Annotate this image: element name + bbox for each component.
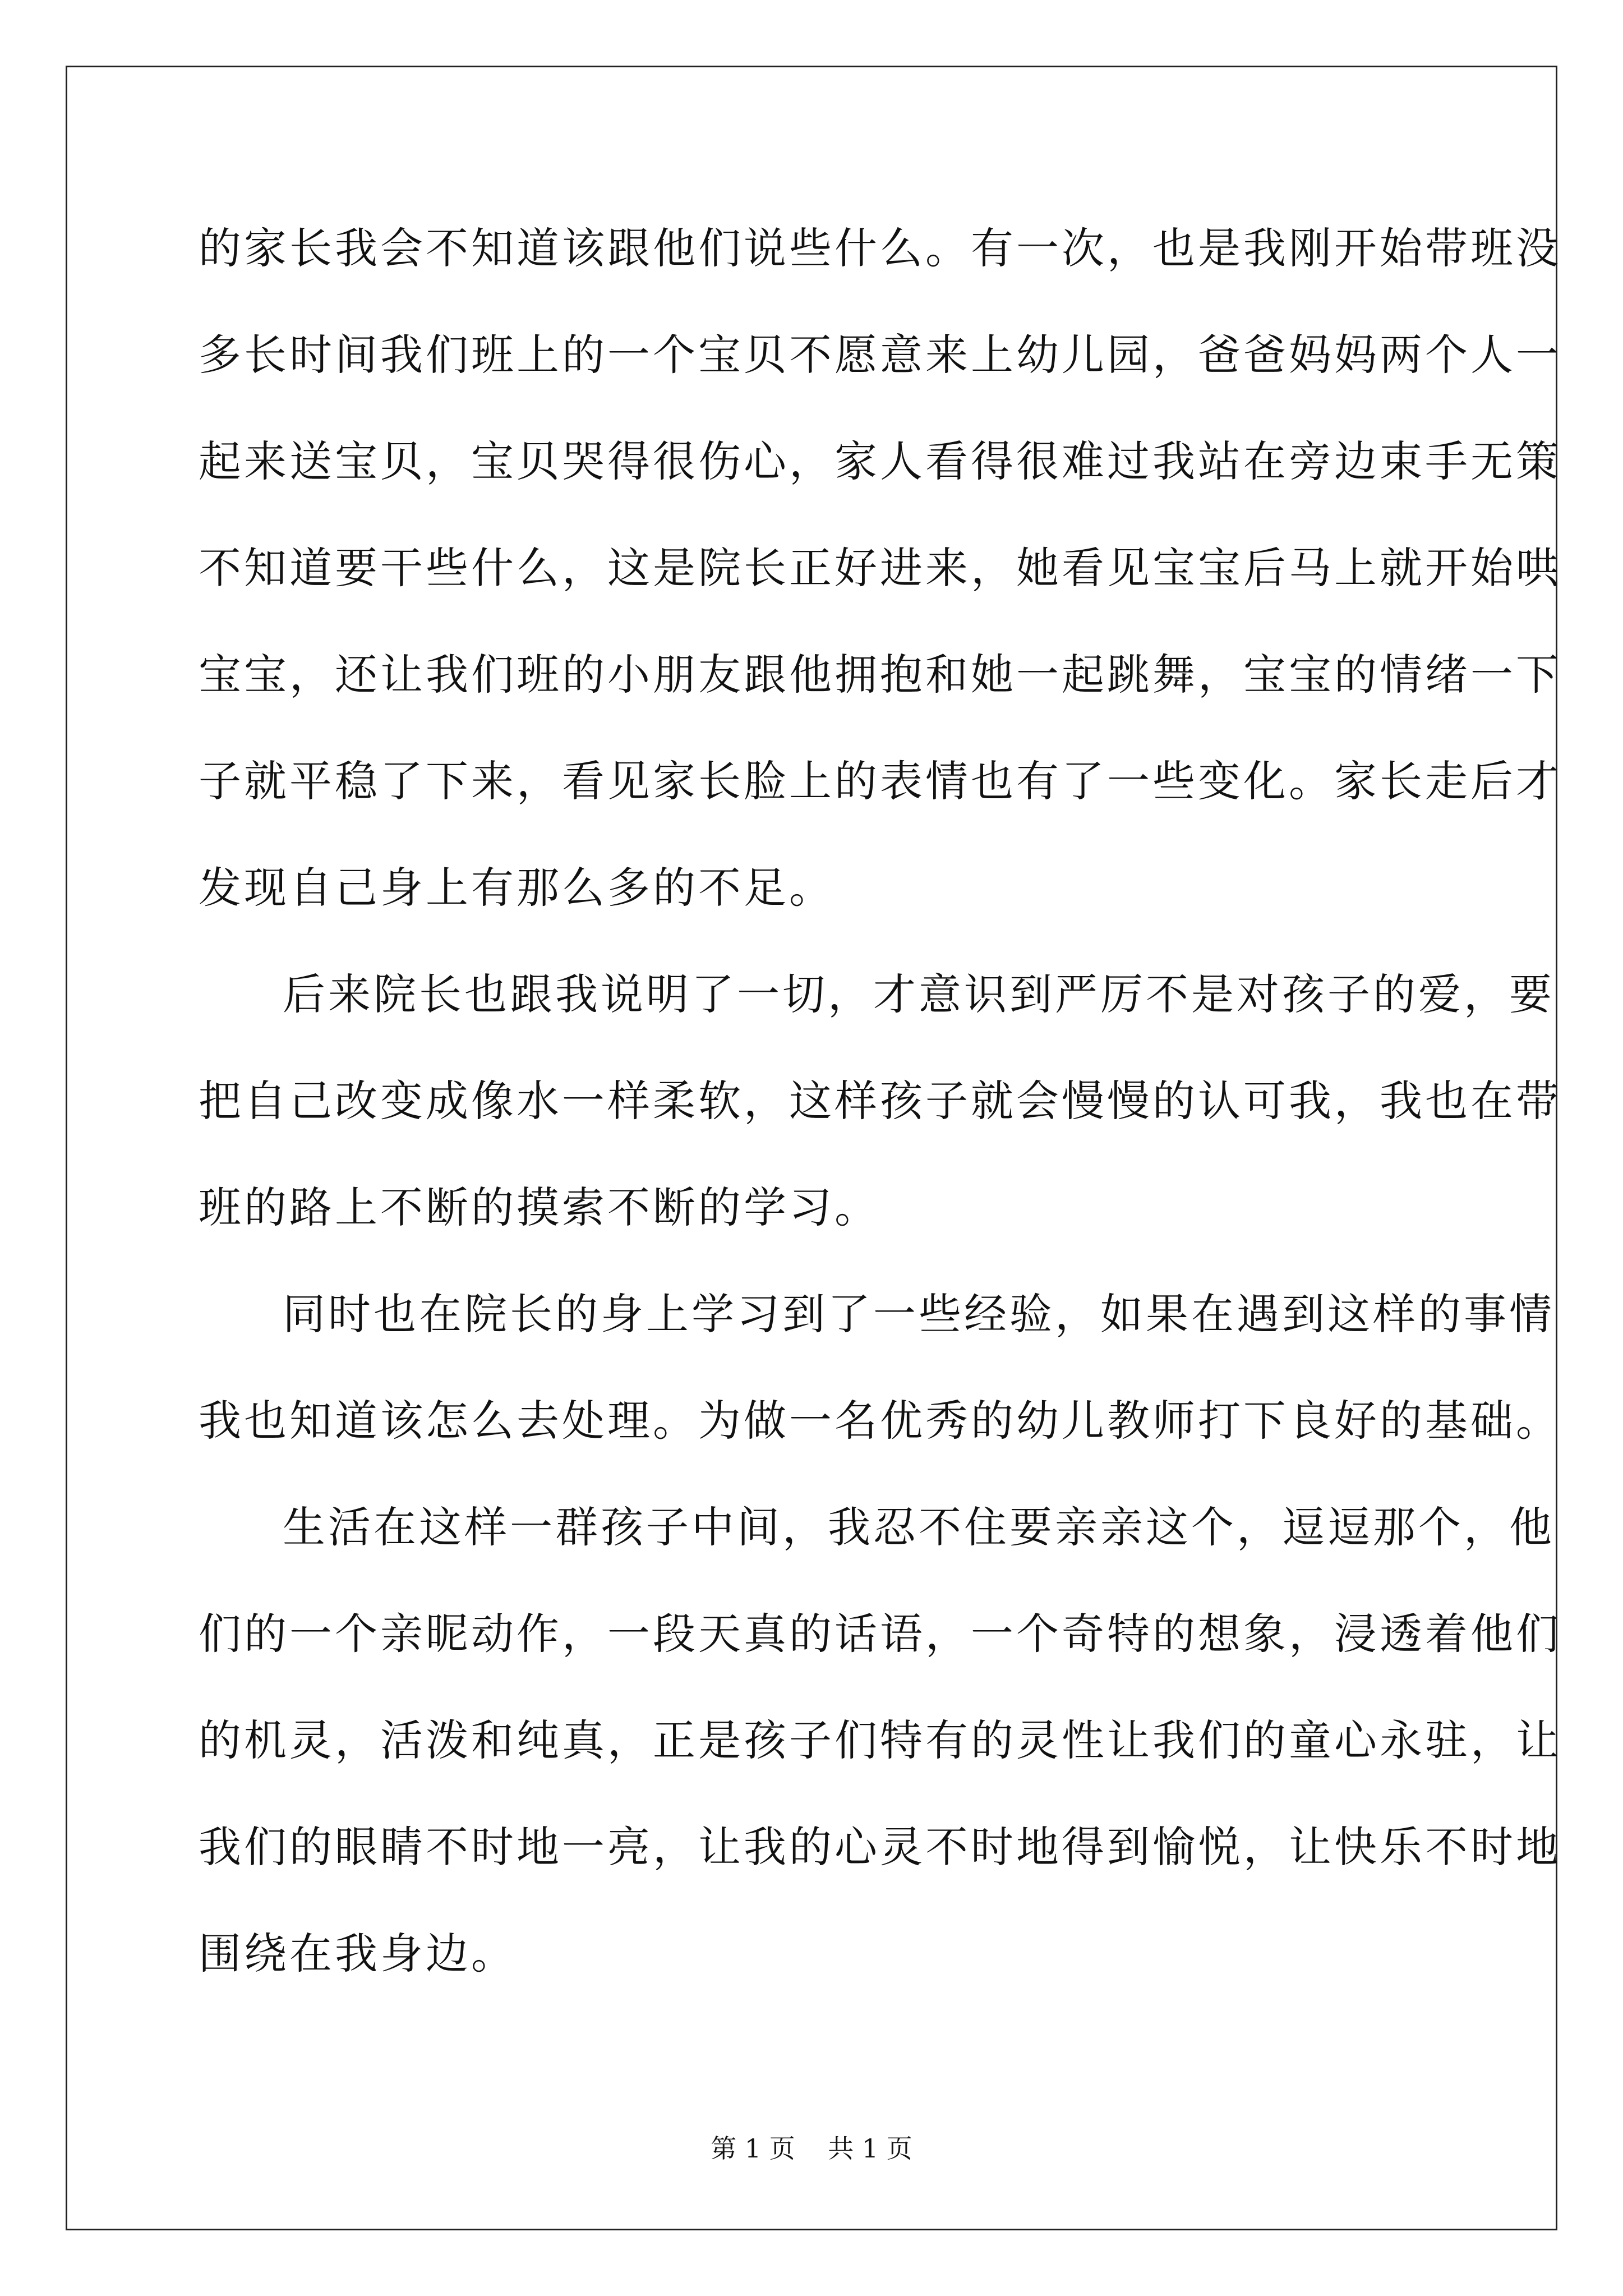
text-line: 多长时间我们班上的一个宝贝不愿意来上幼儿园，爸爸妈妈两个人一 — [199, 330, 1561, 380]
text-line: 把自己改变成像水一样柔软，这样孩子就会慢慢的认可我，我也在带 — [199, 1076, 1561, 1126]
text-line: 班的路上不断的摸索不断的学习。 — [199, 1182, 880, 1232]
page-number-footer: 第 1 页 共 1 页 — [711, 2133, 912, 2164]
text-line: 子就平稳了下来，看见家长脸上的表情也有了一些变化。家长走后才 — [199, 756, 1561, 806]
text-line: 围绕在我身边。 — [199, 1929, 517, 1978]
text-line: 我们的眼睛不时地一亮，让我的心灵不时地得到愉悦，让快乐不时地 — [199, 1822, 1561, 1872]
text-line: 发现自己身上有那么多的不足。 — [199, 863, 834, 913]
text-line: 的机灵，活泼和纯真，正是孩子们特有的灵性让我们的童心永驻，让 — [199, 1715, 1561, 1765]
paragraph-first-line: 后来院长也跟我说明了一切，才意识到严厉不是对孩子的爱，要 — [283, 969, 1555, 1019]
text-line: 起来送宝贝，宝贝哭得很伤心，家人看得很难过我站在旁边束手无策 — [199, 436, 1561, 486]
text-line: 宝宝，还让我们班的小朋友跟他拥抱和她一起跳舞，宝宝的情绪一下 — [199, 650, 1561, 700]
text-line: 我也知道该怎么去处理。为做一名优秀的幼儿教师打下良好的基础。 — [199, 1396, 1561, 1446]
paragraph-first-line: 生活在这样一群孩子中间，我忍不住要亲亲这个，逗逗那个，他 — [283, 1502, 1555, 1552]
text-line: 的家长我会不知道该跟他们说些什么。有一次，也是我刚开始带班没 — [199, 223, 1561, 273]
paragraph-first-line: 同时也在院长的身上学习到了一些经验，如果在遇到这样的事情 — [283, 1289, 1555, 1339]
text-line: 们的一个亲昵动作，一段天真的话语，一个奇特的想象，浸透着他们 — [199, 1609, 1561, 1659]
text-line: 不知道要干些什么，这是院长正好进来，她看见宝宝后马上就开始哄 — [199, 543, 1561, 593]
